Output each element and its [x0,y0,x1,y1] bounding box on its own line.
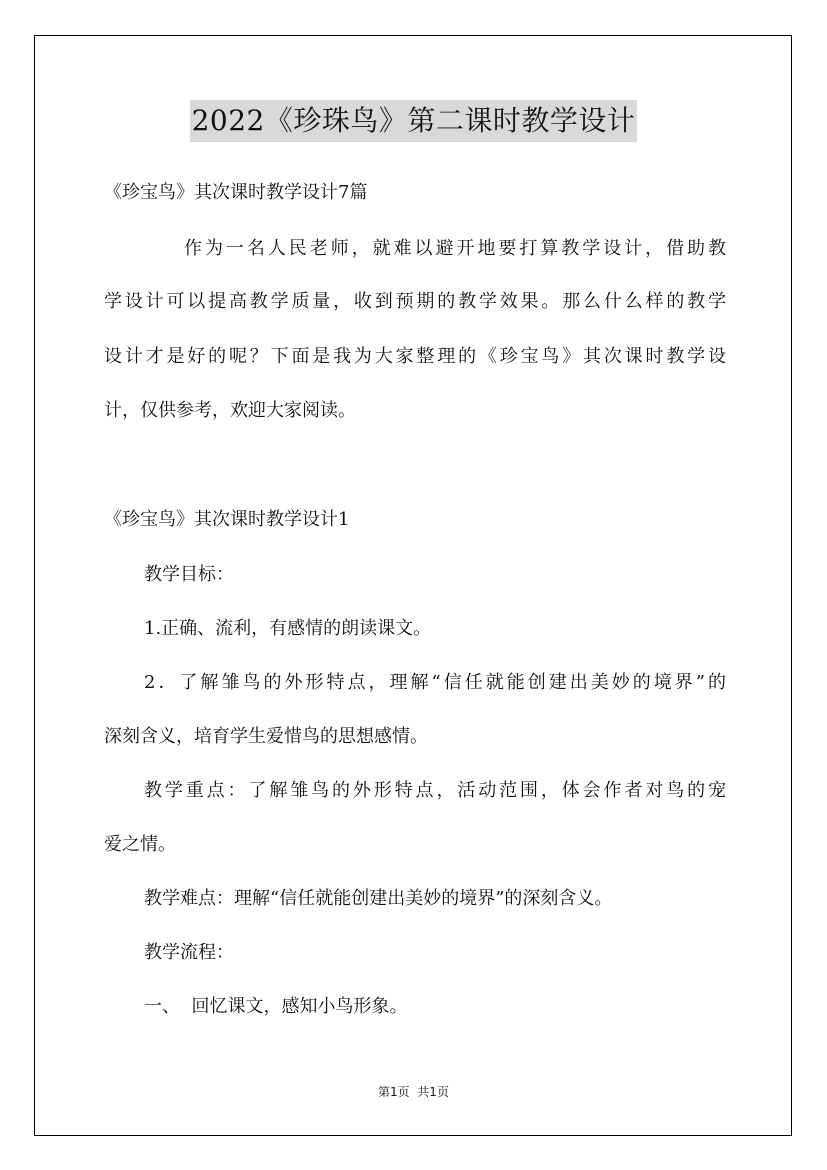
goals-label: 教学目标： [144,564,234,585]
document-subtitle: 《珍宝鸟》其次课时教学设计7篇 [104,182,368,203]
goal-2-line-2: 深刻含义，培育学生爱惜鸟的思想感情。 [104,726,428,747]
key-point-line-1: 教学重点：了解雏鸟的外形特点，活动范围，体会作者对鸟的宠 [144,780,726,801]
intro-line-4: 计，仅供参考，欢迎大家阅读。 [104,400,356,421]
process-label: 教学流程： [144,942,234,963]
step-1: 一、 回忆课文，感知小鸟形象。 [144,996,408,1017]
key-point-line-2: 爱之情。 [104,834,176,855]
goal-2-line-1: 2．了解雏鸟的外形特点，理解“信任就能创建出美妙的境界”的 [144,672,726,693]
intro-line-2: 学设计可以提高教学质量，收到预期的教学效果。那么什么样的教学 [104,291,726,312]
intro-line-3: 设计才是好的呢？下面是我为大家整理的《珍宝鸟》其次课时教学设 [104,346,726,367]
intro-line-1: 作为一名人民老师，就难以避开地要打算教学设计，借助教 [184,238,726,259]
difficulty-line: 教学难点：理解“信任就能创建出美妙的境界”的深刻含义。 [144,888,613,909]
section-heading: 《珍宝鸟》其次课时教学设计1 [104,509,350,530]
page-number: 第1页 共1页 [378,1085,449,1099]
page-footer [0,1084,827,1100]
goal-1: 1.正确、流利，有感情的朗读课文。 [144,618,432,639]
title-wrap [0,100,827,142]
document-title: 2022《珍珠鸟》第二课时教学设计 [190,100,638,142]
